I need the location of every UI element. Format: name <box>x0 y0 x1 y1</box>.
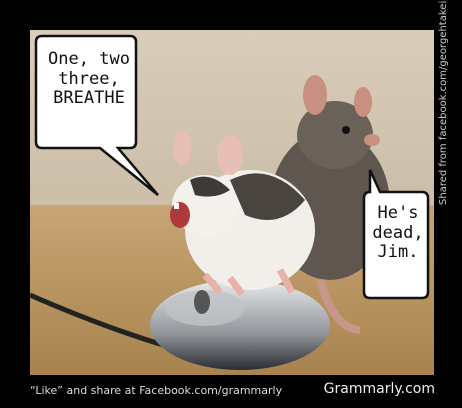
right-bubble-line: He's <box>377 203 419 223</box>
brown-rat-eye <box>342 126 350 134</box>
white-rat-mouth <box>170 202 190 228</box>
footer-brand: Grammarly.com <box>323 381 435 397</box>
side-caption: Shared from facebook.com/georgehtakei <box>438 0 449 205</box>
brown-rat-nose <box>364 134 380 146</box>
right-bubble-line: Jim. <box>377 242 419 263</box>
right-bubble-text <box>369 204 427 263</box>
scroll-wheel <box>194 290 210 314</box>
left-bubble-text <box>41 50 137 109</box>
left-bubble-line: One, two <box>48 49 130 69</box>
brown-rat-ear <box>303 75 327 115</box>
white-rat-ear <box>173 131 191 165</box>
footer-share-text: “Like” and share at Facebook.com/grammarly <box>30 384 283 397</box>
right-bubble-line: dead, <box>372 222 424 243</box>
left-bubble-line: three, <box>58 68 120 89</box>
left-bubble-line: BREATHE <box>53 88 125 109</box>
